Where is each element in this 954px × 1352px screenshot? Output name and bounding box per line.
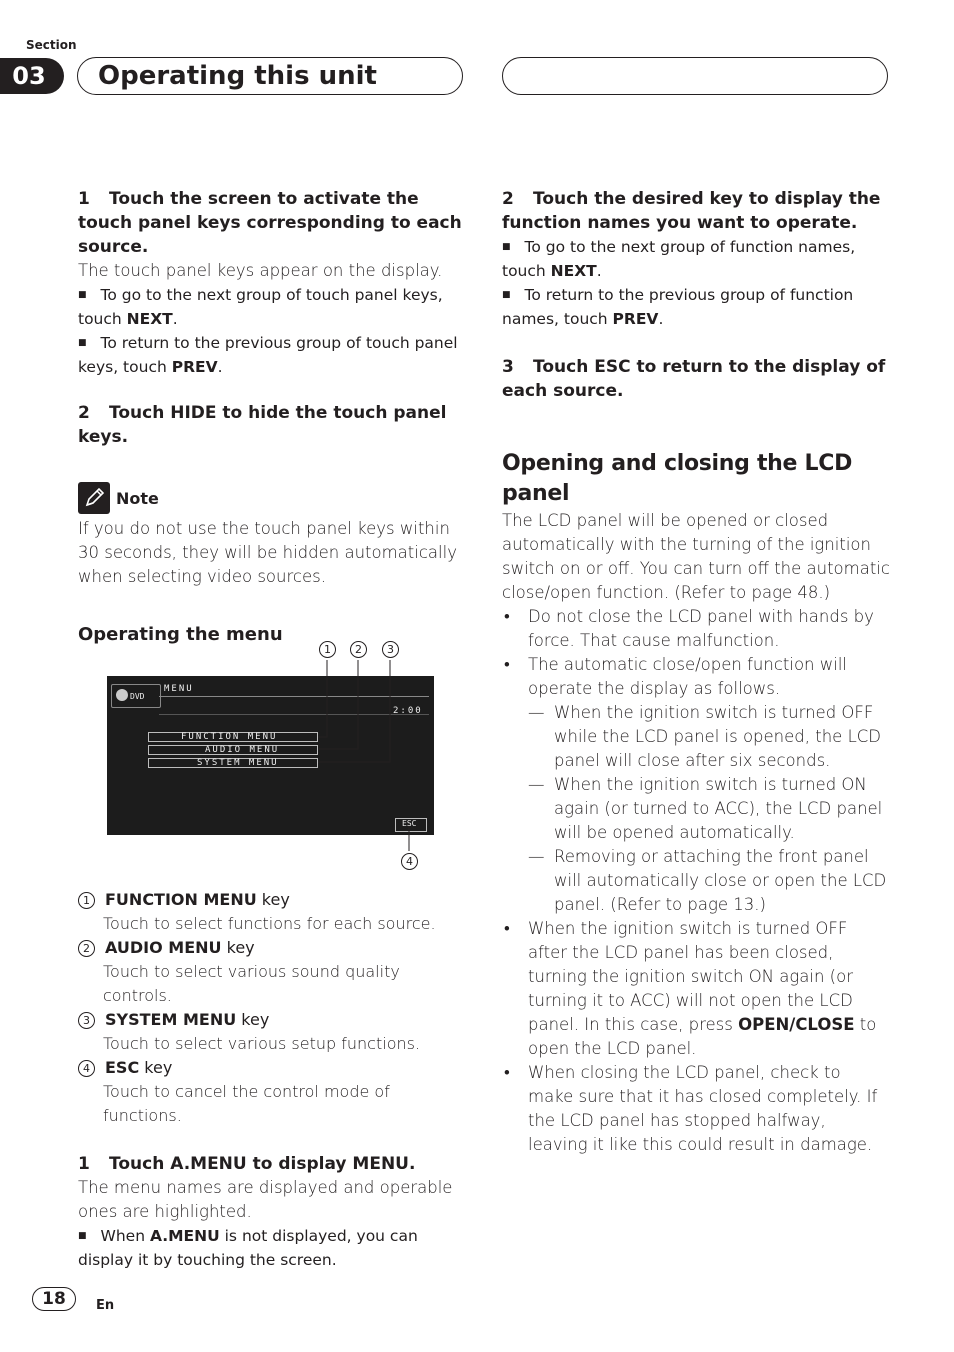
tip-amenu — [78, 1224, 466, 1272]
page-title-text: Operating this unit — [98, 61, 377, 91]
tip-text-end: . — [596, 262, 602, 280]
section-number: 03 — [0, 58, 64, 94]
screen-menu-label: MENU — [164, 684, 194, 694]
esc-label: ESC — [402, 819, 417, 828]
system-menu-label: SYSTEM MENU — [197, 758, 279, 768]
legend-item-system-menu — [78, 1008, 466, 1032]
legend-num: 1 — [78, 892, 95, 909]
legend-item-function-menu — [78, 888, 466, 912]
language-label: En — [96, 1298, 115, 1313]
step-1-body: The touch panel keys appear on the display. — [78, 261, 443, 280]
tip-text: To return to the previous group of function names, touch — [502, 286, 854, 328]
tip-text-end: . — [658, 310, 664, 328]
step-amenu-body: The menu names are displayed and operable ones are highlighted. — [78, 1178, 453, 1221]
bullet-key: OPEN/CLOSE — [738, 1015, 855, 1034]
legend-desc: Touch to select various setup functions. — [103, 1034, 421, 1053]
tip-prev-function — [502, 283, 890, 331]
tip-key: A.MENU — [149, 1227, 220, 1245]
dvd-logo: DVD — [130, 692, 145, 701]
legend-key: FUNCTION MENU — [105, 890, 257, 909]
legend-suffix: key — [236, 1010, 270, 1029]
tip-text: When — [100, 1227, 150, 1245]
page-number: 18 — [32, 1287, 76, 1311]
step-2-right-heading — [502, 187, 890, 235]
lcd-dash-front-panel: — Removing or attaching the front panel will automatically close or open the LCD panel. (Refer to page 13.) — [502, 845, 890, 917]
lcd-intro: The LCD panel will be opened or closed automatically with the turning of the ignition switch on or off. You can turn off the automatic close/open function. (Refer to page 48.) — [502, 511, 890, 602]
tip-text-end: is not displayed, you can display it by touching the screen. — [78, 1227, 418, 1269]
legend-desc: Touch to select functions for each source. — [103, 914, 436, 933]
lcd-dash-on: — When the ignition switch is turned ON again (or turned to ACC), the LCD panel will be opened automatically. — [502, 773, 890, 845]
tip-text: To return to the previous group of touch panel keys, touch — [78, 334, 458, 376]
legend-key: SYSTEM MENU — [105, 1010, 237, 1029]
callout-3: 3 — [382, 641, 399, 658]
step-3-right-heading — [502, 355, 890, 403]
tip-next-function — [502, 235, 890, 283]
tip-text-end: . — [172, 310, 178, 328]
legend-item-audio-menu — [78, 936, 466, 960]
legend-suffix: key — [221, 938, 255, 957]
legend-desc: Touch to select various sound quality controls. — [103, 962, 400, 1005]
tip-text: To go to the next group of function names, touch — [502, 238, 856, 280]
step-number: 2 — [502, 189, 514, 209]
legend-key: ESC — [105, 1058, 140, 1077]
legend-desc: Touch to cancel the control mode of functions. — [103, 1082, 390, 1125]
legend-item-esc — [78, 1056, 466, 1080]
lcd-dash-off: — When the ignition switch is turned OFF while the LCD panel is opened, the LCD panel will close after six seconds. — [502, 701, 890, 773]
callout-2: 2 — [350, 641, 367, 658]
legend-suffix: key — [256, 890, 290, 909]
step-number: 2 — [78, 403, 90, 423]
legend-num: 4 — [78, 1060, 95, 1077]
section-label: Section — [26, 38, 77, 52]
tip-key: NEXT — [126, 310, 173, 328]
bullet-text-end: to open the LCD panel. — [528, 1015, 877, 1058]
tip-key: NEXT — [550, 262, 597, 280]
menu-legend — [78, 888, 466, 1272]
step-number: 1 — [78, 189, 90, 209]
tip-text-end: . — [217, 358, 223, 376]
step-title: Touch HIDE to hide the touch panel keys. — [78, 403, 447, 447]
tip-key: PREV — [612, 310, 659, 328]
callout-4: 4 — [401, 853, 418, 870]
legend-key: AUDIO MENU — [105, 938, 222, 957]
right-column — [502, 187, 890, 1157]
audio-menu-label: AUDIO MENU — [205, 745, 280, 755]
bullet-text: When the ignition switch is turned OFF after the LCD panel has been closed, turning the ignition switch ON again (or turning it to ACC) will not open the LCD panel. In this case, press — [528, 919, 853, 1034]
step-title: Touch the desired key to display the function names you want to operate. — [502, 189, 881, 233]
lcd-bullet-auto: • The automatic close/open function will operate the display as follows. — [502, 653, 890, 701]
lcd-bullet-check: • When closing the LCD panel, check to make sure that it has closed completely. If the LCD panel has stopped halfway, leaving it like this could result in damage. — [502, 1061, 890, 1157]
step-title: Touch the screen to activate the touch panel keys corresponding to each source. — [78, 189, 462, 257]
callout-1: 1 — [319, 641, 336, 658]
lcd-heading: Opening and closing the LCD panel — [502, 451, 853, 506]
tip-text: To go to the next group of touch panel keys, touch — [78, 286, 443, 328]
step-title: Touch ESC to return to the display of each source. — [502, 357, 886, 401]
note-label: Note — [116, 488, 159, 508]
menu-heading: Operating the menu — [78, 624, 283, 645]
legend-suffix: key — [139, 1058, 173, 1077]
step-number: 1 — [78, 1154, 90, 1174]
step-amenu-heading — [78, 1152, 466, 1176]
screen-clock: 2:00 — [393, 706, 423, 716]
function-menu-label: FUNCTION MENU — [181, 732, 278, 742]
tip-key: PREV — [171, 358, 218, 376]
lcd-bullet-ignition — [502, 917, 890, 1061]
note-body: If you do not use the touch panel keys within 30 seconds, they will be hidden automatically when selecting video sources. — [78, 519, 457, 586]
lcd-bullet-force: • Do not close the LCD panel with hands by force. That cause malfunction. — [502, 605, 890, 653]
legend-num: 2 — [78, 940, 95, 957]
legend-num: 3 — [78, 1012, 95, 1029]
step-number: 3 — [502, 357, 514, 377]
step-title: Touch A.MENU to display MENU. — [109, 1154, 416, 1174]
